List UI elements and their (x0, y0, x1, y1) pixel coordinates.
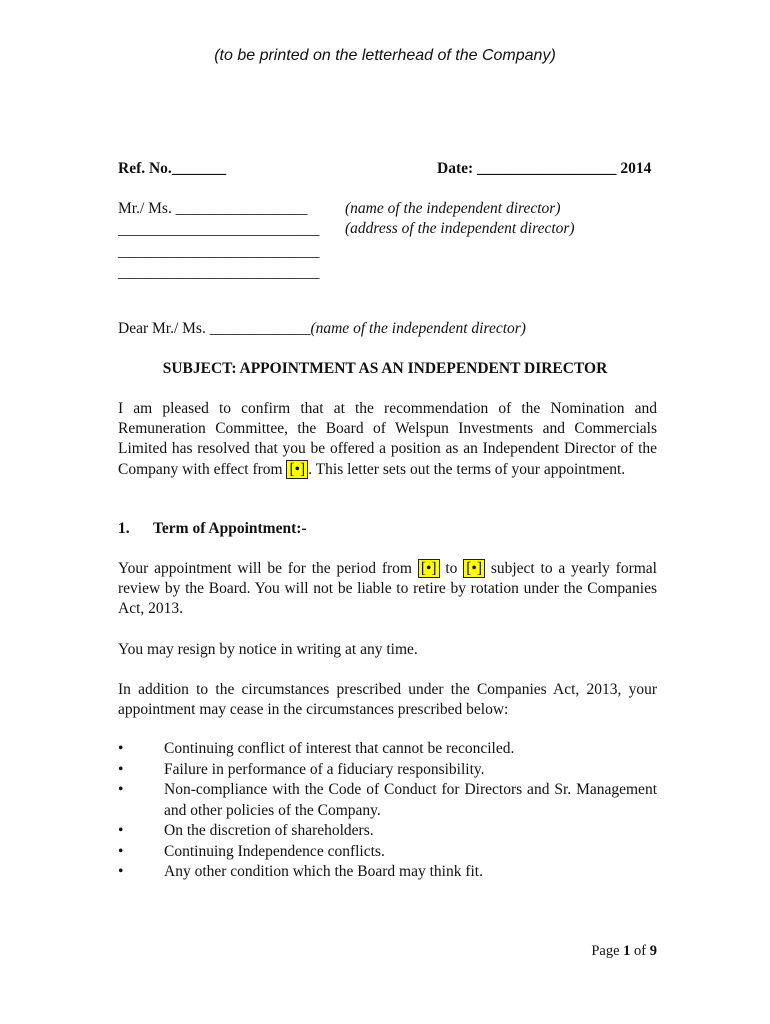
resign-paragraph: You may resign by notice in writing at any time. (118, 641, 418, 658)
list-item: • Any other condition which the Board may think fit. (118, 862, 657, 883)
list-item: • Continuing conflict of interest that cannot be reconciled. (118, 739, 657, 760)
list-item: • Non-compliance with the Code of Conduct for Directors and Sr. Management and other policies of the Company. (118, 781, 657, 819)
intro-paragraph: I am pleased to confirm that at the recommendation of the Nomination and Remuneration Committee, the Board of Welspun Investments and Commercials Limited has resolved that you be offered a position as an Independent Director of the Company with effect from [•] . This letter sets out the terms of your appointment. (118, 400, 657, 478)
greeting (118, 320, 526, 338)
ref-no (118, 160, 226, 178)
bullet-icon: • (118, 740, 124, 757)
date-year: 2014 (620, 160, 652, 177)
address-hint: (address of the independent director) (345, 220, 575, 237)
name-hint: (name of the independent director) (345, 200, 561, 217)
bullet-icon: • (118, 822, 124, 839)
bullet-icon: • (118, 760, 124, 778)
date-label: Date: (437, 160, 474, 177)
circumstances-paragraph: In addition to the circumstances prescribed under the Companies Act, 2013, your appointment may cease in the circumstances prescribed below: (118, 681, 657, 719)
placeholder-effective-date[interactable]: [•] (286, 460, 308, 479)
date-blank: __________________ (477, 160, 617, 177)
address-line-1: __________________________ (118, 221, 320, 238)
section-1-title: Term of Appointment:- (153, 520, 307, 537)
bullet-icon: • (118, 842, 124, 860)
greeting-text: Dear Mr./ Ms. _____________ (118, 320, 311, 337)
letterhead-note: (to be printed on the letterhead of the Company) (214, 47, 556, 64)
ref-label: Ref. No. (118, 160, 172, 177)
placeholder-end-date[interactable]: [•] (463, 559, 485, 578)
greeting-hint: (name of the independent director) (310, 320, 526, 337)
date-line (437, 160, 651, 178)
addressee-name-line: Mr./ Ms. _________________ (118, 200, 308, 217)
section-1-number: 1. (118, 520, 130, 537)
subject-line: SUBJECT: APPOINTMENT AS AN INDEPENDENT DIRECTOR (162, 360, 608, 377)
bullet-icon: • (118, 781, 124, 798)
term-paragraph: Your appointment will be for the period from [•] to [•] subject to a yearly formal review by the Board. You will not be liable to retire by rotation under the Companies Act, 2013. (118, 560, 657, 618)
ref-blank: _______ (171, 160, 227, 177)
page-of-label: of (634, 943, 647, 959)
cessation-list (118, 739, 657, 883)
page-label: Page (591, 943, 620, 959)
address-line-3: __________________________ (118, 264, 320, 281)
bullet-icon: • (118, 863, 124, 880)
list-item: • Continuing Independence conflicts. (118, 842, 657, 863)
page-number: 1 (623, 943, 631, 959)
page-footer (591, 943, 657, 960)
list-item: • On the discretion of shareholders. (118, 821, 657, 842)
list-item: • Failure in performance of a fiduciary responsibility. (118, 760, 657, 781)
address-line-2: __________________________ (118, 243, 320, 260)
page-total: 9 (649, 943, 657, 959)
placeholder-start-date[interactable]: [•] (418, 559, 440, 578)
